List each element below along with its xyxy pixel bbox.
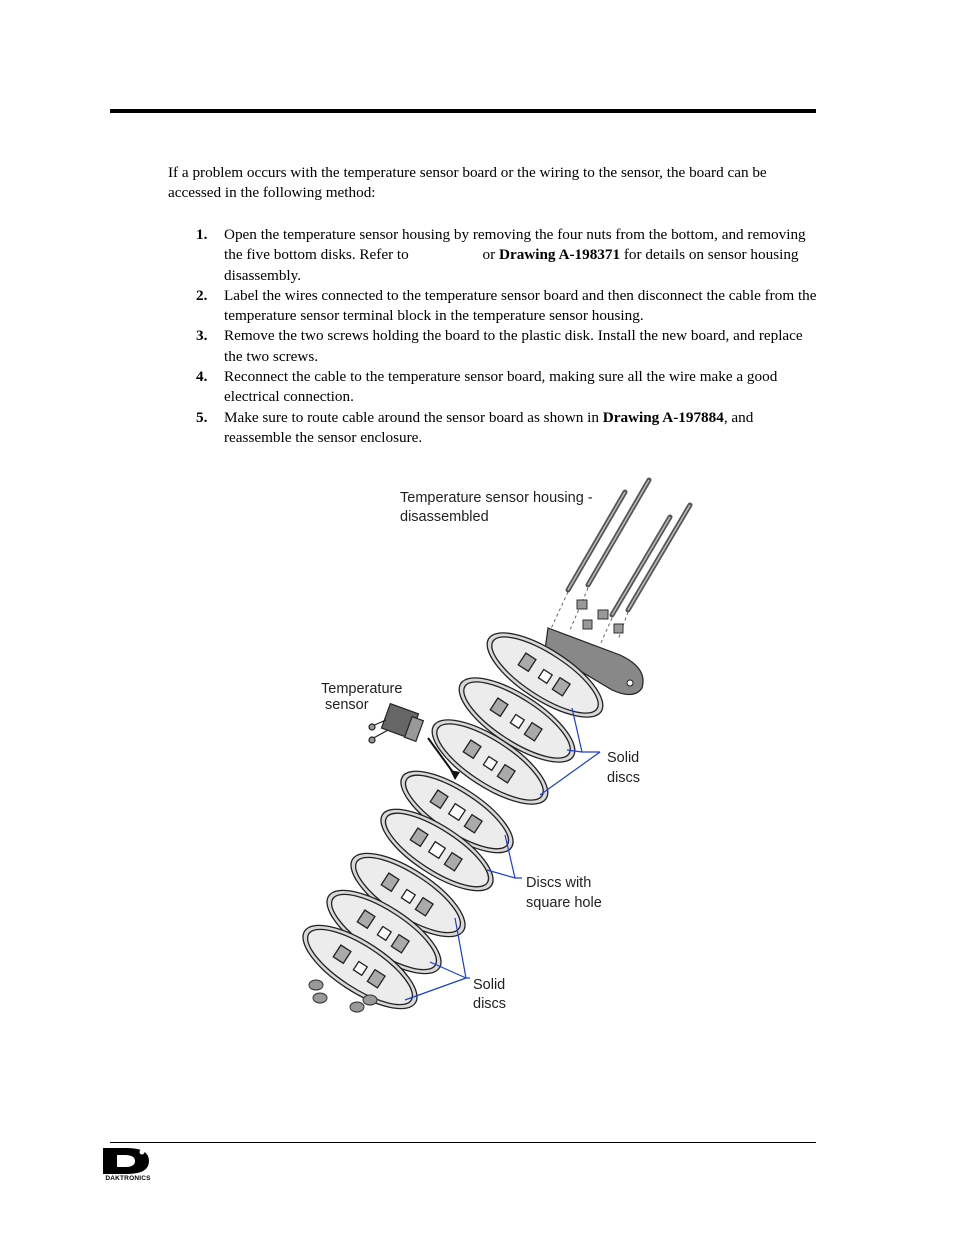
label-solid-bottom-2: discs [473,996,507,1012]
drawing-reference: Drawing A-198371 [499,246,621,264]
label-sensor-2: sensor [325,697,369,713]
drawing-reference: Drawing A-197884 [602,408,724,426]
step-2: 2. Label the wires connected to the temperature sensor board and then disconnect the cable from the temperature sensor terminal block in the temperature sensor housing. [196,286,817,325]
footer-rule [110,1142,816,1143]
label-square-hole-2: square hole [526,895,602,911]
steps-list [168,225,818,448]
label-solid-top: Solid [607,750,640,766]
label-solid-top-2: discs [607,770,641,786]
step-number: 3. [196,327,208,345]
step-number: 5. [196,408,208,426]
label-solid-bottom: Solid [473,977,506,993]
label-sensor: Temperature [321,681,403,697]
sensor-housing-figure [295,475,707,1023]
step-number: 2. [196,286,208,304]
label-square-hole: Discs with [526,875,592,891]
intro-paragraph: If a problem occurs with the temperature sensor board or the wiring to the sensor, the board can be accessed in the following method: [168,164,767,202]
label-housing: Temperature sensor housing - [400,490,593,506]
logo-wordmark: DAKTRONICS [105,1175,151,1182]
step-4: 4. Reconnect the cable to the temperature sensor board, making sure all the wire make a good electrical connection. [196,368,778,406]
step-number: 1. [196,226,208,243]
step-1: 1. Open the temperature sensor housing by removing the four nuts from the bottom, and removing the five bottom disks. Refer to or Drawing A-198371 for details on sensor housing disassembly. [196,226,806,284]
label-housing-2: disassembled [400,509,489,525]
step-number: 4. [196,368,208,386]
step-5: 5. Make sure to route cable around the sensor board as shown in Drawing A-197884, and reassemble the sensor enclosure. [196,408,754,446]
header-rule [110,109,816,113]
step-3: 3. Remove the two screws holding the board to the plastic disk. Install the new board, and replace the two screws. [196,327,803,365]
